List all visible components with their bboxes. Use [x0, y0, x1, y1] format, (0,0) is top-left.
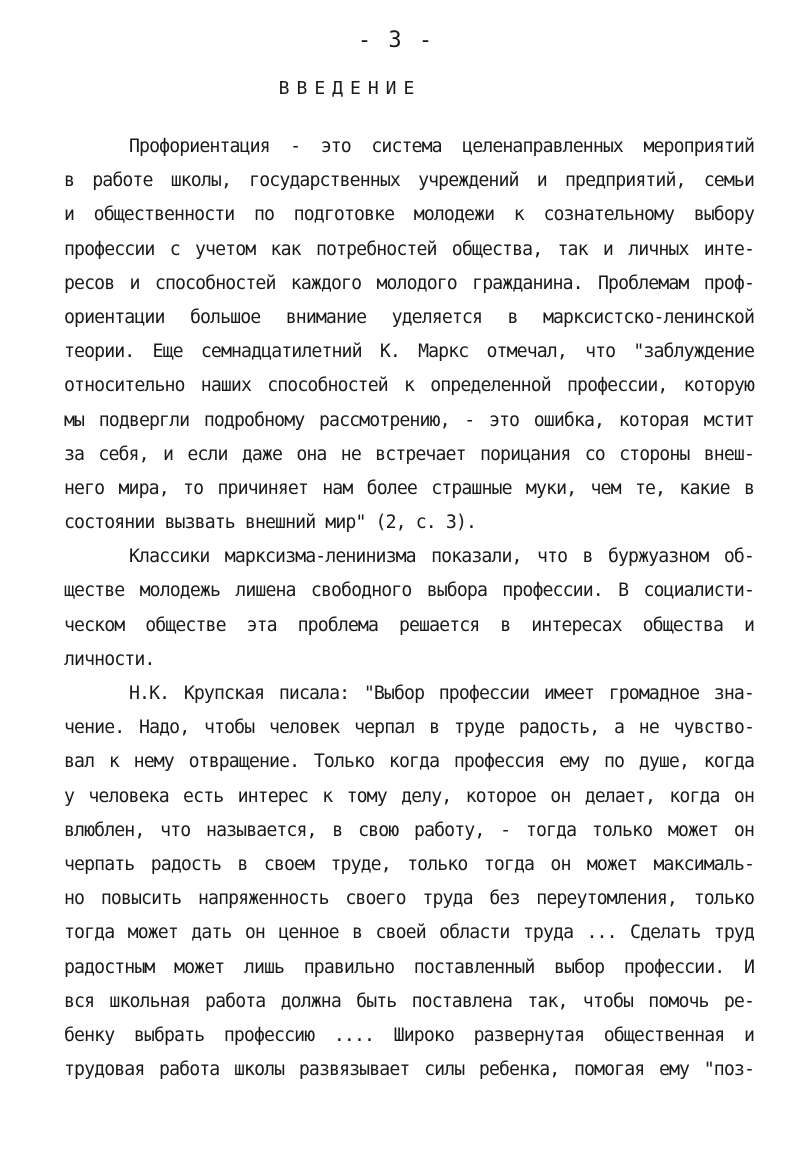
text-line: у человека есть интерес к тому делу, которое он делает, когда он: [64, 785, 754, 807]
text-line: Н.К. Крупская писала: "Выбор профессии имеет громадное зна-: [129, 683, 754, 704]
text-line: него мира, то причиняет нам более страшные муки, чем те, какие в: [64, 477, 754, 499]
text-line: влюблен, что называется, в свою работу, - тогда только может он: [64, 819, 754, 841]
text-line: профессии с учетом как потребностей общества, так и личных инте-: [64, 238, 754, 260]
text-line: в работе школы, государственных учреждений и предприятий, семьи: [64, 170, 754, 192]
text-line: бенку выбрать профессию .... Широко развернутая общественная и: [64, 1024, 754, 1046]
text-line: теории. Еще семнадцатилетний К. Маркс отмечал, что "заблуждение: [64, 341, 754, 363]
body-text: [64, 130, 754, 1087]
text-line: тогда может дать он ценное в своей области труда ... Сделать труд: [64, 922, 754, 944]
text-line: радостным может лишь правильно поставленный выбор профессии. И: [64, 956, 754, 978]
text-line: за себя, и если даже она не встречает порицания со стороны внеш-: [64, 443, 754, 465]
text-line: ориентации большое внимание уделяется в марксистско-ленинской: [64, 306, 754, 328]
text-line: вал к нему отвращение. Только когда профессия ему по душе, когда: [64, 751, 754, 773]
text-line: трудовая работа школы развязывает силы ребенка, помогая ему "поз-: [64, 1059, 754, 1081]
text-line: чение. Надо, чтобы человек черпал в труде радость, а не чувство-: [64, 717, 754, 739]
text-line: Профориентация - это система целенаправленных мероприятий: [129, 136, 754, 157]
text-line: ществе молодежь лишена свободного выбора профессии. В социалисти-: [64, 580, 754, 602]
page-number: - 3 -: [357, 28, 435, 53]
section-heading: ВВЕДЕНИЕ: [278, 78, 422, 99]
text-line: состоянии вызвать внешний мир" (2, с. 3).: [64, 512, 477, 534]
text-line: Классики марксизма-ленинизма показали, что в буржуазном об-: [129, 546, 754, 568]
text-line: личности.: [64, 648, 155, 670]
text-line: вся школьная работа должна быть поставлена так, чтобы помочь ре-: [64, 990, 754, 1012]
text-line: черпать радость в своем труде, только тогда он может максималь-: [64, 853, 754, 875]
text-line: мы подвергли подробному рассмотрению, - это ошибка, которая мстит: [64, 409, 754, 431]
text-line: ресов и способностей каждого молодого гражданина. Проблемам проф-: [64, 272, 754, 294]
text-line: относительно наших способностей к определенной профессии, которую: [64, 375, 754, 397]
text-line: но повысить напряженность своего труда без переутомления, только: [64, 888, 754, 910]
text-line: и общественности по подготовке молодежи к сознательному выбору: [64, 204, 754, 226]
text-line: ческом обществе эта проблема решается в интересах общества и: [64, 614, 754, 636]
